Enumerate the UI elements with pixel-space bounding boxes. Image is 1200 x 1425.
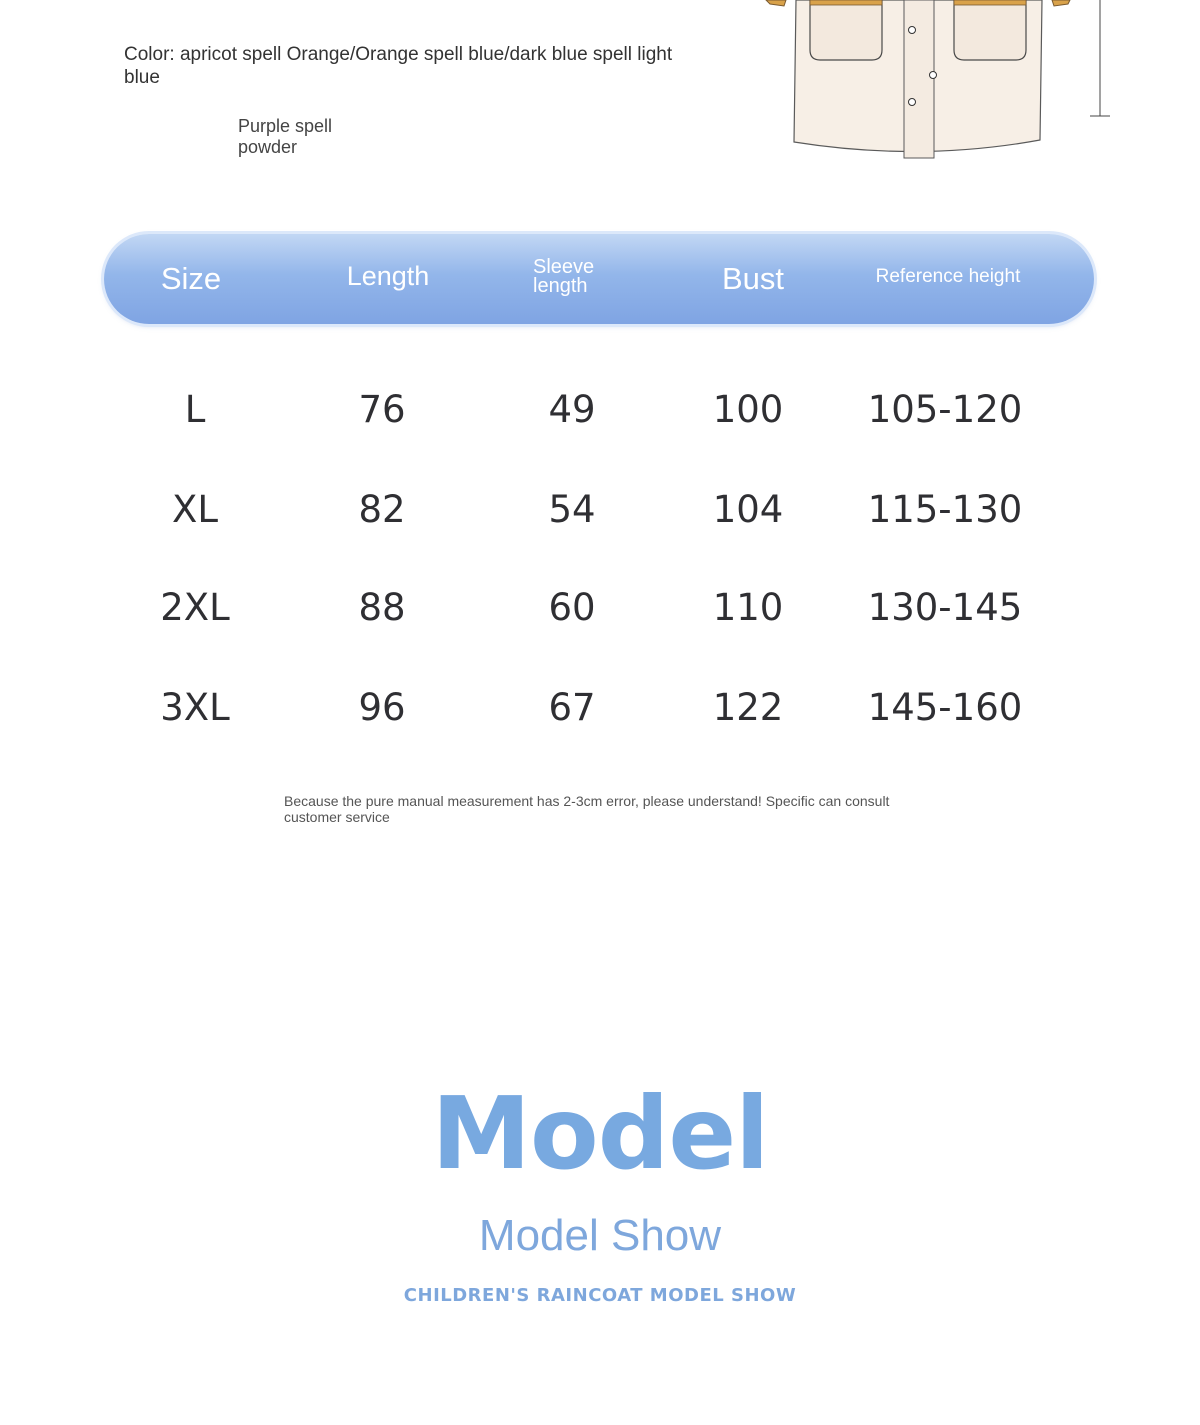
- table-cell: 60: [548, 586, 596, 629]
- header-length: Length: [346, 261, 430, 291]
- model-subtitle: Model Show: [478, 1211, 722, 1260]
- purple-color-note: Purple spell powder: [238, 116, 333, 157]
- table-cell: 49: [548, 388, 596, 431]
- header-bust: Bust: [721, 261, 785, 296]
- table-cell: 88: [358, 586, 406, 629]
- table-cell: 100: [712, 388, 784, 431]
- table-cell: 82: [358, 488, 406, 531]
- table-cell: 110: [712, 586, 784, 629]
- model-tagline: CHILDREN'S RAINCOAT MODEL SHOW: [403, 1285, 797, 1306]
- table-cell: 130-145: [867, 586, 1023, 629]
- table-cell: 3XL: [160, 686, 230, 729]
- table-cell: XL: [172, 488, 218, 531]
- header-reference-height: Reference height: [875, 266, 1021, 287]
- table-cell: 145-160: [867, 686, 1023, 729]
- measurement-note: Because the pure manual measurement has 2-3cm error, please understand! Specific can consult customer service: [284, 793, 890, 825]
- table-cell: 96: [358, 686, 406, 729]
- table-cell: 76: [358, 388, 406, 431]
- table-cell: 115-130: [867, 488, 1023, 531]
- table-cell: 54: [548, 488, 596, 531]
- table-cell: 104: [712, 488, 784, 531]
- raincoat-illustration: [760, 0, 1120, 170]
- color-description: Color: apricot spell Orange/Orange spell blue/dark blue spell light blue: [124, 44, 673, 88]
- table-cell: 67: [548, 686, 596, 729]
- table-cell: L: [184, 388, 206, 431]
- table-cell: 105-120: [867, 388, 1023, 431]
- header-size: Size: [160, 261, 222, 296]
- header-sleeve-length: Sleeve length: [533, 256, 595, 297]
- table-cell: 2XL: [160, 586, 230, 629]
- model-title: Model: [431, 1075, 769, 1192]
- table-cell: 122: [712, 686, 784, 729]
